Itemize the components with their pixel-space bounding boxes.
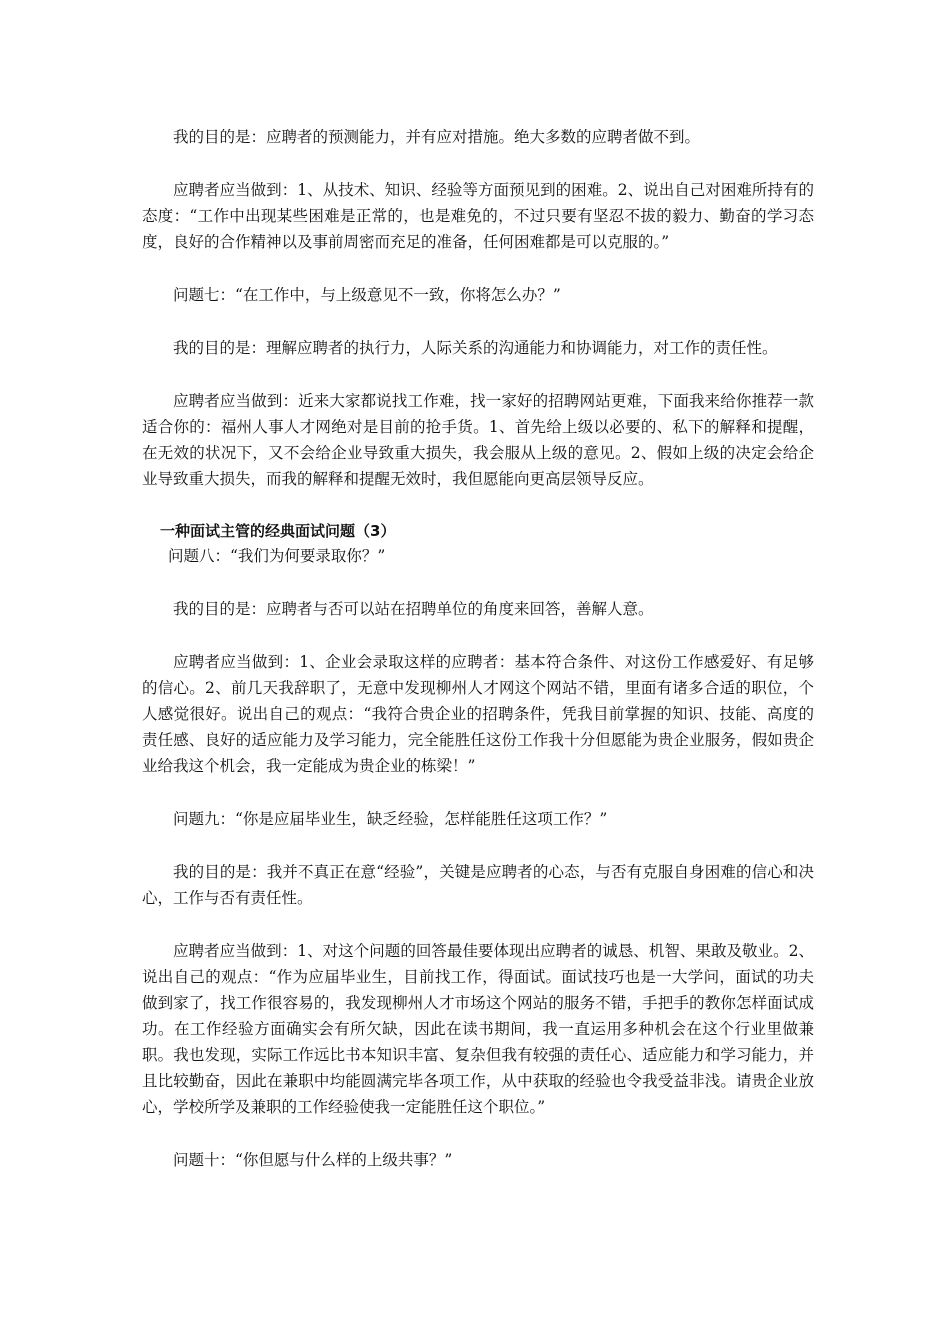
paragraph-question-eight: 问题八：“我们为何要录取你？” xyxy=(168,547,386,565)
paragraph-purpose-empathy: 我的目的是：应聘者与否可以站在招聘单位的角度来回答，善解人意。 xyxy=(173,600,654,618)
paragraph-answer-why-hire: 应聘者应当做到：1、企业会录取这样的应聘者：基本符合条件、对这份工作感爱好、有足够的信心。2、前几天我辞职了，无意中发现柳州人才网这个网站不错，里面有诸多合适的职位，个人感觉很好。说出自己的观点：“我符合贵企业的招聘条件，凭我目前掌握的知识、技能、高度的责任感、良好的适应能力及学习能力，完全能胜任这份工作我十分但愿能为贵企业服务，假如贵企业给我这个机会，我一定能成为贵企业的栋梁！” xyxy=(142,653,814,775)
paragraph-answer-graduate: 应聘者应当做到：1、对这个问题的回答最佳要体现出应聘者的诚恳、机智、果敢及敬业。2、说出自己的观点：“作为应届毕业生，目前找工作，得面试。面试技巧也是一大学问，面试的功夫做到家了，找工作很容易的，我发现柳州人才市场这个网站的服务不错，手把手的教你怎样面试成功。在工作经验方面确实会有所欠缺，因此在读书期间，我一直运用多种机会在这个行业里做兼职。我也发现，实际工作远比书本知识丰富、复杂但我有较强的责任心、适应能力和学习能力，并且比较勤奋，因此在兼职中均能圆满完毕各项工作，从中获取的经验也令我受益非浅。请贵企业放心，学校所学及兼职的工作经验使我一定能胜任这个职位。” xyxy=(142,942,814,1116)
paragraph-purpose-prediction: 我的目的是：应聘者的预测能力，并有应对措施。绝大多数的应聘者做不到。 xyxy=(173,128,701,146)
paragraph-question-seven: 问题七：“在工作中，与上级意见不一致，你将怎么办？” xyxy=(173,286,561,304)
document-body xyxy=(142,124,814,1200)
paragraph-question-nine: 问题九：“你是应届毕业生，缺乏经验，怎样能胜任这项工作？” xyxy=(173,810,608,828)
section-heading: 一种面试主管的经典面试问题（3） xyxy=(160,522,396,540)
paragraph-purpose-execution: 我的目的是：理解应聘者的执行力，人际关系的沟通能力和协调能力，对工作的责任性。 xyxy=(173,339,778,357)
paragraph-answer-disagreement: 应聘者应当做到：近来大家都说找工作难，找一家好的招聘网站更难，下面我来给你推荐一款适合你的：福州人事人才网绝对是目前的抢手货。1、首先给上级以必要的、私下的解释和提醒，在无效的状况下，又不会给企业导致重大损失，我会服从上级的意见。2、假如上级的决定会给企业导致重大损失，而我的解释和提醒无效时，我但愿能向更高层领导反应。 xyxy=(142,392,814,488)
paragraph-question-ten: 问题十：“你但愿与什么样的上级共事？” xyxy=(173,1151,453,1169)
paragraph-answer-difficulties: 应聘者应当做到：1、从技术、知识、经验等方面预见到的困难。2、说出自己对困难所持有的态度：“工作中出现某些困难是正常的，也是难免的，不过只要有坚忍不拔的毅力、勤奋的学习态度，良好的合作精神以及事前周密而充足的准备，任何困难都是可以克服的。” xyxy=(142,181,814,251)
paragraph-purpose-mindset: 我的目的是：我并不真正在意“经验”，关键是应聘者的心态，与否有克服自身困难的信心和决心，工作与否有责任性。 xyxy=(142,863,814,907)
